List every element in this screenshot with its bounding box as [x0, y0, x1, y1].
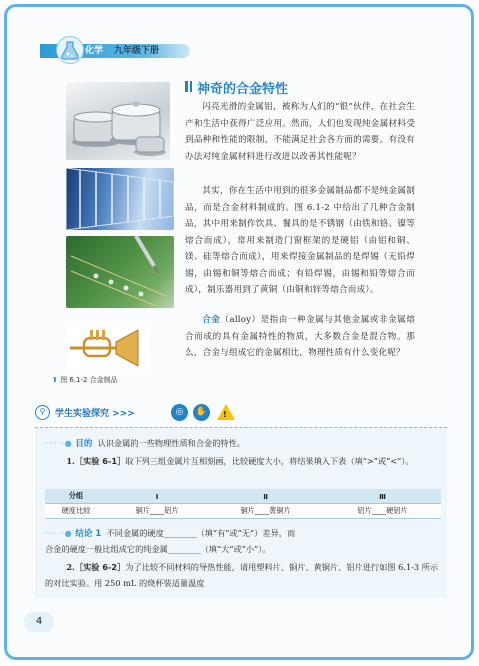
- figure-caption: [52, 375, 118, 385]
- goal-line: [43, 436, 443, 453]
- paragraph-3-text: （alloy）是指由一种金属与其他金属或非金属熔合而成的具有金属特性的物质，大多数合金是混合物。那么，合金与组成它的金属相比，物理性质有什么变化呢？: [185, 315, 416, 358]
- stainless-steel-cookware-photo: [66, 82, 170, 160]
- conclusion-text-1: 不同金属的硬度________（填“有”或“无”）差异，而: [106, 528, 296, 538]
- table-header-cell: Ⅰ: [107, 489, 207, 504]
- table-header-row: [45, 489, 441, 504]
- paragraph-1: 闪亮光滑的金属铝，被称为人们的“银”伙伴，在社会生产和生活中获得广泛应用。然而，人们也发现纯金属材料受到品种和性能的限制，不能满足社会各方面的需要。有没有办法对纯金属材料进行改进以改善其性能呢？: [185, 102, 415, 162]
- experiment-heading-text: 学生实验探究: [55, 409, 110, 419]
- experiment-heading: [55, 406, 135, 419]
- section-title: [185, 78, 288, 97]
- table-cell: 铝片____硬铝片: [324, 504, 441, 519]
- experiment-1-number: 1.: [66, 456, 75, 466]
- person-icon: ⚲: [35, 405, 50, 420]
- paragraph-3: [185, 312, 415, 362]
- table-header-cell: Ⅲ: [324, 489, 441, 504]
- solder-circuit-board-photo: [66, 236, 174, 308]
- section-title-text: 神奇的合金特性: [197, 82, 289, 97]
- conclusion-line: [43, 526, 443, 543]
- alloy-term: 合金: [202, 315, 221, 325]
- experiment-1-text: 取下列三组金属片互相刻画，比较硬度大小，将结果填入下表（填“>”或“<”）。: [125, 456, 414, 466]
- experiment-box: [35, 427, 447, 598]
- paragraph-2: 其实，你在生活中用到的很多金属制品都不是纯金属制品，而是合金材料制成的。图 6.1-2 中给出了几种合金制品，其中用来制作饮具、餐具的是不锈钢（由铁和铬、镍等熔合而成），常用来制造门窗框架的是硬铝（由铝和铜、镁、硅等熔合而成），用来焊接金属制品的是焊锡（无铅焊锡，由锡和铜等熔合而成；有铅焊锡，由锡和铅等熔合而成），制乐器用到了黄铜（由铜和锌等熔合而成）。: [185, 186, 415, 295]
- aluminum-window-frame-photo: [66, 168, 174, 230]
- caption-number: 图 6.1-2: [60, 376, 88, 384]
- flask-logo-icon: [56, 36, 84, 64]
- table-cell: 铜片____铝片: [107, 504, 207, 519]
- experiment-2-tag: ［实验 6-2］: [74, 562, 126, 572]
- table-cell: 铜片____黄铜片: [207, 504, 324, 519]
- experiment-1-tag: ［实验 6-1］: [74, 456, 126, 466]
- experiment-2-number: 2.: [66, 562, 75, 572]
- conclusion-tag: 结论 1: [75, 529, 102, 539]
- brass-trumpet-photo: [66, 322, 150, 370]
- subject-label: 化学: [85, 46, 104, 56]
- goggles-icon: ◎: [171, 404, 188, 421]
- goal-text: 认识金属的一些物理性质和合金的特性。: [97, 438, 245, 448]
- grade-label: 九年级下册: [114, 46, 160, 56]
- goal-tag: 目的: [75, 439, 93, 449]
- experiment-1: [45, 454, 440, 470]
- table-cell: 硬度比较: [45, 504, 107, 519]
- hardness-table: [45, 489, 441, 519]
- caption-text: 合金制品: [89, 376, 118, 384]
- page-number: 4: [24, 612, 54, 632]
- experiment-heading-arrows: >>>: [112, 409, 135, 419]
- warning-mark: !: [223, 410, 227, 419]
- conclusion-line-2: 合金的硬度一般比组成它的纯金属________（填“大”或“小”）。: [45, 544, 271, 554]
- table-header-cell: Ⅱ: [207, 489, 324, 504]
- table-header-cell: 分组: [45, 489, 107, 504]
- hand-safety-icon: ✋: [193, 404, 210, 421]
- experiment-2: [45, 560, 440, 591]
- conclusion-dots: ······●: [43, 528, 73, 538]
- caption-arrow-icon: ⬆: [52, 376, 58, 384]
- goal-dots: ······●: [43, 438, 73, 448]
- table-row: [45, 504, 441, 519]
- experiment-2-text: 为了比较不同材料的导热性能，请用塑料片、铜片、黄铜片、铝片进行如图 6.1-3 所示的对比实验。用 250 mL 的烧杯装适量温度: [45, 562, 439, 588]
